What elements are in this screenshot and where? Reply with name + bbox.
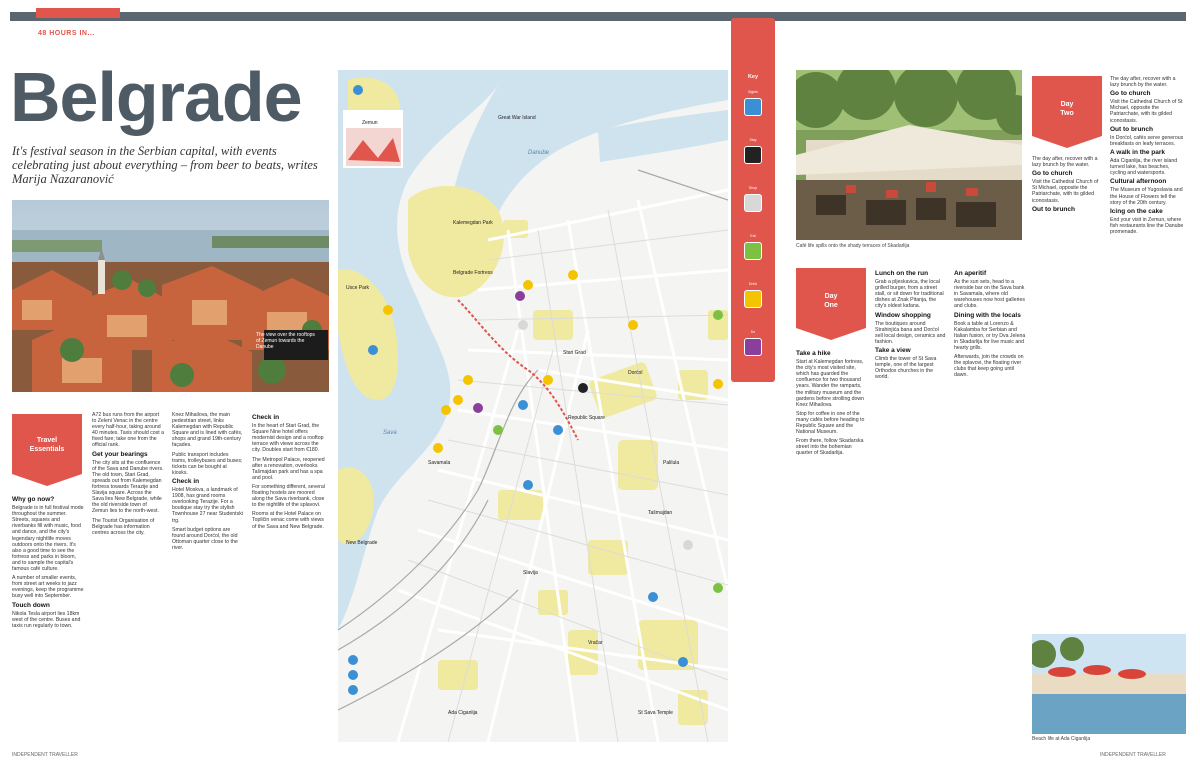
left-column-2 [92, 412, 164, 742]
right-colD-paragraph: End your visit in Zemun, where fish restaurants line the Danube promenade. [1110, 216, 1184, 235]
left-col1-paragraph: A number of smaller events, from street art weeks to jazz evenings, keep the programme busy well into September. [12, 575, 84, 600]
right-colD-heading: Icing on the cake [1110, 207, 1163, 215]
right-colA-heading: Take a hike [796, 350, 831, 357]
rooftops-photo [12, 200, 329, 392]
right-colC-paragraph: As the sun sets, head to a riverside bar on the Sava bank in Savamala, where old warehouses now host galleries and clubs. [954, 279, 1025, 310]
drink-icon [744, 290, 762, 308]
cafe-photo-caption: Café life spills onto the shady terraces of Skadarlija [796, 243, 910, 249]
left-col3-heading: Check in [172, 477, 200, 485]
badge-line-1: Travel [36, 437, 58, 444]
left-col4-paragraph: For something different, several floating hostels are moored along the Sava riverbank, close to the nightlife of the splavovi. [252, 483, 325, 509]
right-colD-paragraph: Ada Ciganlija, the river island turned lake, has beaches, cycling and watersports. [1110, 158, 1178, 177]
left-col1-heading: Touch down [12, 601, 50, 609]
left-col3-paragraph: Hotel Moskva, a landmark of 1908, has grand rooms overlooking Terazije. For a boutique stay try the stylish Townhouse 27 near Studentski trg. [172, 487, 243, 524]
left-col4-heading: Check in [252, 414, 280, 421]
right-colD-paragraph: Visit the Cathedral Church of St Michael, opposite the Patriarchate, with its gilded iconostasis. [1110, 99, 1183, 124]
map-label-sava: Sava [383, 430, 397, 436]
right-colD-heading: Out to brunch [1110, 125, 1153, 133]
map-label-fortress: Belgrade Fortress [453, 270, 493, 276]
left-col1-heading: Why go now? [12, 496, 55, 503]
left-column-1 [12, 494, 84, 742]
map-label-savamala: Savamala [428, 460, 451, 466]
beach-photo-caption: Beach life at Ada Ciganlija [1032, 736, 1091, 742]
right-colD-heading: Cultural afternoon [1110, 178, 1167, 186]
map-label-ada: Ada Ciganlija [448, 710, 478, 716]
article-title: Belgrade [10, 58, 302, 136]
left-col3-paragraph: Public transport includes trams, trolleybuses and buses; tickets can be bought at kiosks. [172, 451, 243, 476]
day-two-badge: Day Two [1032, 76, 1102, 148]
right-colE-heading: Go to church [1032, 170, 1073, 178]
left-column-4 [252, 412, 328, 742]
legend-item-eat: Eat [739, 242, 767, 270]
map-label-dorcol: Dorćol [628, 370, 643, 376]
legend-item-stay: Stay [739, 146, 767, 174]
right-colD-heading: A walk in the park [1110, 148, 1166, 156]
map-label-republic-square: Republic Square [568, 415, 605, 421]
right-column-c [954, 268, 1026, 742]
map-label-danube: Danube [528, 150, 550, 156]
article-standfirst: It's festival season in the Serbian capital, with events celebrating just about everything – from beer to beats, writes Marija Nazaranović [12, 144, 318, 186]
right-colE-paragraph: Visit the Cathedral Church of St Michael, opposite the Patriarchate, with its gilded iconostasis. [1032, 179, 1099, 204]
left-column-3 [172, 412, 244, 742]
map-label-new-belgrade: New Belgrade [346, 540, 378, 546]
right-colB-heading: Lunch on the run [875, 270, 929, 277]
left-col4-paragraph: In the heart of Stari Grad, the Square Nine hotel offers modernist design and a rooftop terrace with views across the city. Doubles start from €180. [252, 423, 324, 454]
right-colB-paragraph: Grab a pljeskavica, the local grilled burger, from a street stall, or sit down for traditional dishes at Znak Pitanja, the city's oldest kafana. [875, 279, 944, 310]
do-icon [744, 338, 762, 356]
left-col2-paragraph: The Tourist Organisation of Belgrade has information centres across the city. [92, 517, 155, 536]
legend-item-do: Do [739, 338, 767, 366]
map-label-st-sava: St Sava Temple [638, 710, 673, 716]
map-label-usce: Usce Park [346, 285, 370, 291]
city-map[interactable] [338, 70, 728, 742]
top-rule [10, 12, 1186, 21]
map-label-slavija: Slavija [523, 570, 538, 576]
right-colC-paragraph: Afterwards, join the crowds on the splavovi, the floating river clubs that keep going until dawn. [954, 354, 1024, 379]
eat-icon [744, 242, 762, 260]
legend-title: Key [747, 74, 759, 80]
section-kicker [36, 8, 120, 38]
right-colC-heading: An aperitif [954, 270, 987, 277]
map-label-vracar: Vračar [588, 640, 603, 646]
right-colB-heading: Take a view [875, 347, 911, 355]
map-label-stari-grad: Stari Grad [563, 350, 586, 356]
right-colA-paragraph: Stop for coffee in one of the many cafés before heading to Republic Square and the National Museum. [796, 410, 865, 436]
legend-item-sights: Sights [739, 98, 767, 126]
right-colB-paragraph: The boutiques around Strahinjića bana and Dorćol sell local design, ceramics and fashion. [875, 320, 946, 345]
footer-right: INDEPENDENT TRAVELLER [1100, 752, 1166, 758]
travel-essentials-badge [12, 414, 82, 486]
right-colE-paragraph: The day after, recover with a lazy brunch by the water. [1032, 156, 1098, 169]
right-colD-paragraph: In Dorćol, cafés serve generous breakfasts on leafy terraces. [1110, 134, 1184, 147]
left-col4-paragraph: The Metropol Palace, reopened after a renovation, overlooks Tašmajdan park and has a spa and pool. [252, 456, 325, 481]
right-colC-heading: Dining with the locals [954, 311, 1021, 319]
map-label-tasmajdan: Tašmajdan [648, 510, 673, 516]
footer-left: INDEPENDENT TRAVELLER [12, 752, 78, 758]
rooftops-photo-caption: The view over the rooftops of Zemun towards the Danube [256, 332, 315, 350]
map-label-palilula: Palilula [663, 460, 680, 466]
left-col3-paragraph: Knez Mihailova, the main pedestrian street, links Kalemegdan with Republic Square and is lined with cafés, shops and grand 19th-century façades. [172, 412, 243, 449]
kicker-text: 48 HOURS IN... [38, 30, 95, 37]
legend-item-shop: Shop [739, 194, 767, 222]
right-column-a [796, 348, 868, 742]
badge-line-2: Essentials [29, 446, 65, 453]
right-colD-paragraph: The Museum of Yugoslavia and the House of Flowers tell the story of the 20th century. [1110, 187, 1183, 206]
left-col4-paragraph: Rooms at the Hotel Palace on Topličin venac come with views of the Sava and New Belgrade. [252, 511, 324, 530]
right-colD-paragraph: The day after, recover with a lazy brunch by the water. [1110, 76, 1176, 89]
map-label-zemun: Zemun [362, 120, 378, 126]
right-colB-paragraph: Climb the tower of St Sava temple, one of the largest Orthodox churches in the world. [875, 356, 937, 381]
beach-photo [1032, 634, 1186, 734]
left-col1-paragraph: Nikola Tesla airport lies 18km west of the centre. Buses and taxis run regularly to town. [12, 610, 81, 629]
sights-icon [744, 98, 762, 116]
right-colA-paragraph: From there, follow Skadarska street into the bohemian quarter of Skadarlija. [796, 438, 864, 457]
shop-icon [744, 194, 762, 212]
right-colE-heading: Out to brunch [1032, 205, 1075, 213]
right-colA-paragraph: Start at Kalemegdan fortress, the city's most visited site, which has guarded the confluence for two thousand years. Wander the ramparts, the military museum and the gardens before strolling down Knez Mihailova. [796, 359, 865, 408]
left-col2-paragraph: The city sits at the confluence of the Sava and Danube rivers. The old town, Stari Grad, spreads out from Kalemegdan fortress towards Terazije and Slavija square. Across the Sava lies New Belgrade, while the old riverside town of Zemun lies to the north-west. [92, 459, 164, 515]
map-legend [731, 18, 775, 382]
map-label-kalemegdan: Kalemegdan Park [453, 220, 493, 226]
right-colC-paragraph: Book a table at Lorenzo & Kakalamba for Serbian and Italian fusion, or try Dva Jelena in Skadarlija for live music and hearty grills. [954, 320, 1026, 352]
right-column-e [1032, 156, 1102, 626]
map-label-great-war-island: Great War Island [498, 115, 536, 121]
kicker-ribbon [36, 8, 120, 18]
cafe-photo [796, 70, 1022, 240]
right-colD-heading: Go to church [1110, 90, 1151, 98]
left-col3-paragraph: Smart budget options are found around Dorćol, the old Ottoman quarter close to the river. [172, 526, 238, 551]
legend-item-drink: Drink [739, 290, 767, 318]
left-col1-paragraph: Belgrade is in full festival mode throughout the summer. Streets, squares and riverbanks fill with music, food and dance, and the city's legendary nightlife moves outdoors onto the rivers. It's also a good time to see the fortress and parks in bloom, and to sample the capital's famous café culture. [12, 505, 84, 573]
stay-icon [744, 146, 762, 164]
day-one-badge: Day One [796, 268, 866, 340]
right-column-b [875, 268, 947, 742]
right-column-d [1110, 76, 1186, 626]
right-colB-heading: Window shopping [875, 311, 931, 319]
left-col2-heading: Get your bearings [92, 450, 148, 458]
left-col2-paragraph: A72 bus runs from the airport to Zeleni Venac in the centre every half-hour, taking around 40 minutes. Taxis should cost a fixed fare; take one from the official rank. [92, 412, 164, 449]
